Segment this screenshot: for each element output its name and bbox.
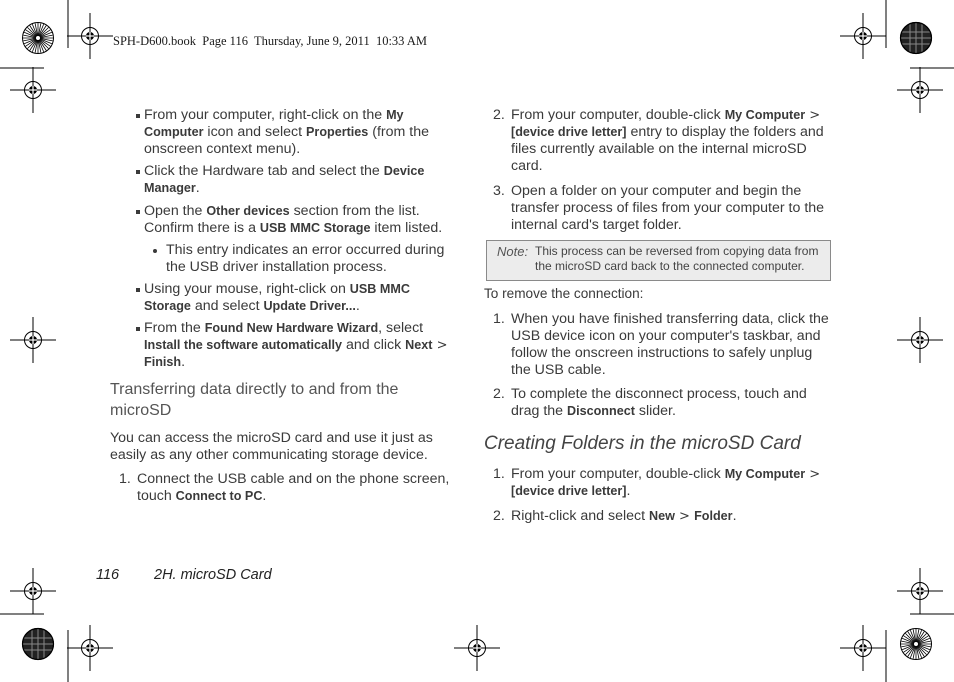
numbered-step: 1. From your computer, double-click My Computer > [device drive letter]. [493,466,821,499]
note-text: This process can be reversed from copying data from the microSD card back to the connected computer. [535,244,819,273]
chapter-title: 2H. microSD Card [154,567,272,583]
numbered-step: 2. From your computer, double-click My Computer > [device drive letter] entry to display the folders and files currently available on the internal microSD card. [493,107,824,174]
numbered-step: 1. Connect the USB cable and on the phone screen, touch Connect to PC. [119,471,450,504]
bullet-item: From your computer, right-click on the My Computer icon and select Properties (from the onscreen context menu). [144,107,460,158]
numbered-step: 3. Open a folder on your computer and begin the transfer process of files from your computer to the internal card's target folder. [493,183,825,233]
remove-intro: To remove the connection: [484,286,644,301]
bullet-dot [153,249,157,253]
intro-paragraph: You can access the microSD card and use it just as easily as any other communicating storage device. [110,430,433,463]
numbered-step: 2. Right-click and select New > Folder. [493,508,737,524]
bullet-square [136,327,140,331]
note-box [486,240,831,281]
bullet-square [136,210,140,214]
bullet-item: Using your mouse, right-click on USB MMC Storage and select Update Driver.... [144,281,460,315]
subheading: Transferring data directly to and from the microSD [110,381,399,419]
section-heading: Creating Folders in the microSD Card [484,433,801,454]
print-header: SPH-D600.book Page 116 Thursday, June 9, 2011 10:33 AM [113,34,428,48]
numbered-step: 1. When you have finished transferring data, click the USB device icon on your computer's taskbar, and follow the onscreen instructions to safely unplug the USB cable. [493,311,829,378]
bullet-square [136,114,140,118]
page-number: 116 [96,567,120,583]
numbered-step: 2. To complete the disconnect process, touch and drag the Disconnect slider. [493,386,807,419]
bullet-item: From the Found New Hardware Wizard, select Install the software automatically and click Next > Finish. [144,320,460,371]
sub-bullet-item: This entry indicates an error occurred during the USB driver installation process. [166,242,460,276]
note-label: Note: [497,244,529,259]
bullet-square [136,170,140,174]
bullet-square [136,288,140,292]
bullet-item: Click the Hardware tab and select the Device Manager. [144,163,460,197]
bullet-item: Open the Other devices section from the list. Confirm there is a USB MMC Storage item listed. [144,203,460,237]
